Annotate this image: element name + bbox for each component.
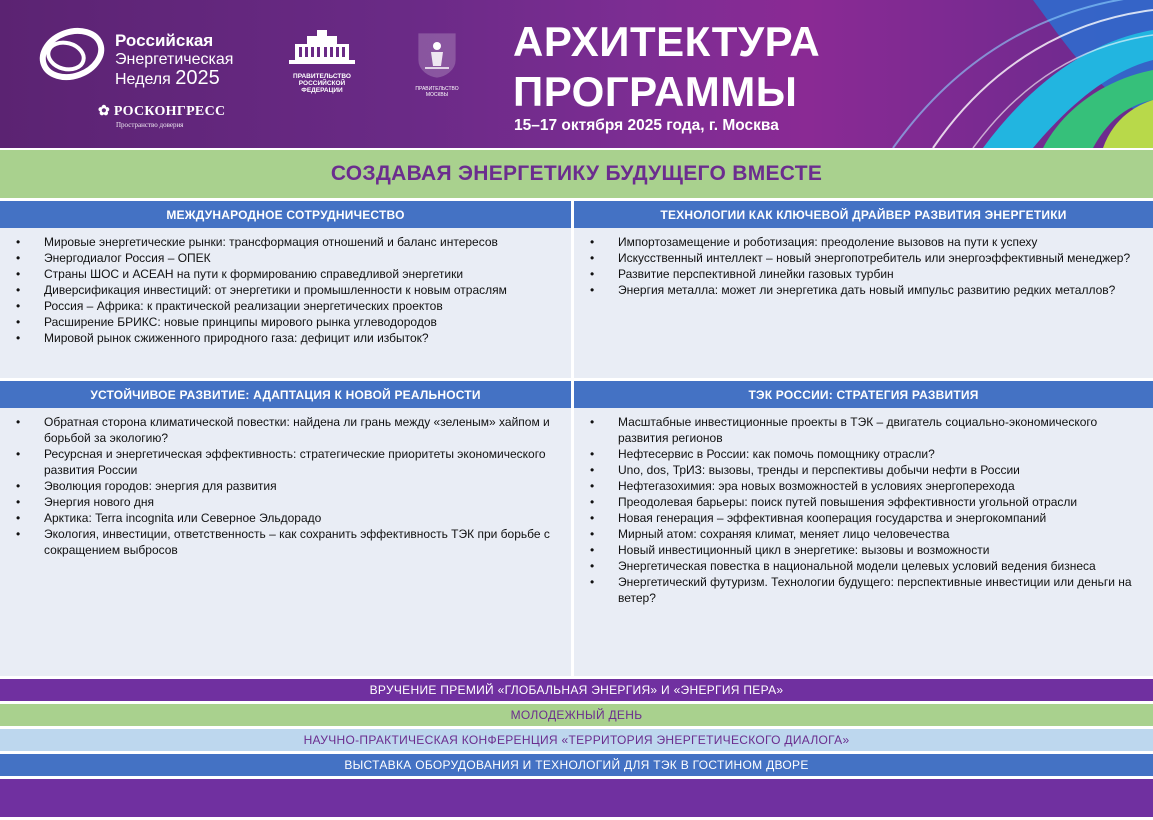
section-title: УСТОЙЧИВОЕ РАЗВИТИЕ: АДАПТАЦИЯ К НОВОЙ РЕАЛЬНОСТИ <box>0 381 571 408</box>
list-item: • Нефтегазохимия: эра новых возможностей в условиях энергоперехода <box>618 478 1143 494</box>
roscongress-tagline: Пространство доверия <box>116 121 184 129</box>
government-logo <box>283 30 361 94</box>
list-item: • Энергия нового дня <box>44 494 561 510</box>
list-item: • Масштабные инвестиционные проекты в ТЭК – двигатель социально-экономического развития регионов <box>618 414 1143 446</box>
list-item: • Нефтесервис в России: как помочь помощнику отрасли? <box>618 446 1143 462</box>
list-item: • Диверсификация инвестиций: от энергетики и промышленности к новым отраслям <box>44 282 561 298</box>
list-item: • Обратная сторона климатической повестки: найдена ли грань между «зеленым» хайпом и борьбой за экологию? <box>44 414 561 446</box>
moscow-coat-of-arms-icon <box>417 32 457 78</box>
event-dates: 15–17 октября 2025 года, г. Москва <box>514 117 779 134</box>
section-title: ТЭК РОССИИ: СТРАТЕГИЯ РАЗВИТИЯ <box>574 381 1153 408</box>
list-item: • Энергодиалог Россия – ОПЕК <box>44 250 561 266</box>
list-item: • Энергетическая повестка в национальной модели целевых условий ведения бизнеса <box>618 558 1143 574</box>
list-item: • Страны ШОС и АСЕАН на пути к формированию справедливой энергетики <box>44 266 561 282</box>
awards-band: ВРУЧЕНИЕ ПРЕМИЙ «ГЛОБАЛЬНАЯ ЭНЕРГИЯ» И «ЭНЕРГИЯ ПЕРА» <box>0 679 1153 701</box>
list-item: • Энергетический футуризм. Технологии будущего: перспективные инвестиции или деньги на ветер? <box>618 574 1143 606</box>
list-item: • Арктика: Terra incognita или Северное Эльдорадо <box>44 510 561 526</box>
list-item: • Развитие перспективной линейки газовых турбин <box>618 266 1143 282</box>
roscongress-name-text: РОСКОНГРЕСС <box>113 104 226 119</box>
list-item: • Расширение БРИКС: новые принципы мирового рынка углеводородов <box>44 314 561 330</box>
event-name-line3 <box>115 69 233 89</box>
list-item: • Импортозамещение и роботизация: преодоление вызовов на пути к успеху <box>618 234 1143 250</box>
list-item: • Преодолевая барьеры: поиск путей повышения эффективности угольной отрасли <box>618 494 1143 510</box>
header-banner <box>0 0 1153 148</box>
section-fuel-energy-complex <box>574 381 1153 676</box>
list-item: • Мирный атом: сохраняя климат, меняет лицо человечества <box>618 526 1143 542</box>
section-title: МЕЖДУНАРОДНОЕ СОТРУДНИЧЕСТВО <box>0 201 571 228</box>
section-sustainability <box>0 381 571 676</box>
flower-icon: ✿ <box>98 104 111 119</box>
event-year: 2025 <box>175 67 220 89</box>
list-item: • Мировой рынок сжиженного природного газа: дефицит или избыток? <box>44 330 561 346</box>
list-item: • Энергия металла: может ли энергетика дать новый импульс развитию редких металлов? <box>618 282 1143 298</box>
list-item: • Мировые энергетические рынки: трансформация отношений и баланс интересов <box>44 234 561 250</box>
conference-band: НАУЧНО-ПРАКТИЧЕСКАЯ КОНФЕРЕНЦИЯ «ТЕРРИТОРИЯ ЭНЕРГЕТИЧЕСКОГО ДИАЛОГА» <box>0 729 1153 751</box>
event-name <box>115 31 233 89</box>
moscow-logo <box>406 32 468 98</box>
section-list <box>0 408 571 558</box>
roscongress-name <box>98 103 225 120</box>
exhibition-band: ВЫСТАВКА ОБОРУДОВАНИЯ И ТЕХНОЛОГИЙ ДЛЯ ТЭК В ГОСТИНОМ ДВОРЕ <box>0 754 1153 776</box>
list-item: • Новый инвестиционный цикл в энергетике: вызовы и возможности <box>618 542 1143 558</box>
moscow-caption: ПРАВИТЕЛЬСТВО МОСКВЫ <box>415 86 459 98</box>
list-item: • Эволюция городов: энергия для развития <box>44 478 561 494</box>
list-item: • Uno, dos, ТрИЗ: вызовы, тренды и перспективы добычи нефти в России <box>618 462 1143 478</box>
page-title-line1: АРХИТЕКТУРА <box>513 18 821 65</box>
list-item: • Ресурсная и энергетическая эффективность: стратегические приоритеты экономического развития России <box>44 446 561 478</box>
event-name-line1: Российская <box>115 31 214 50</box>
government-building-icon <box>287 30 357 66</box>
section-technology <box>574 201 1153 378</box>
section-list <box>0 228 571 346</box>
section-list <box>574 408 1153 606</box>
section-title: ТЕХНОЛОГИИ КАК КЛЮЧЕВОЙ ДРАЙВЕР РАЗВИТИЯ ЭНЕРГЕТИКИ <box>574 201 1153 228</box>
section-international <box>0 201 571 378</box>
section-list <box>574 228 1153 298</box>
list-item: • Искусственный интеллект – новый энергопотребитель или энергоэффективный менеджер? <box>618 250 1143 266</box>
list-item: • Экология, инвестиции, ответственность – как сохранить эффективность ТЭК при борьбе с сокращением выбросов <box>44 526 561 558</box>
government-caption: ПРАВИТЕЛЬСТВО РОССИЙСКОЙ ФЕДЕРАЦИИ <box>293 73 351 94</box>
roscongress-logo <box>98 103 225 129</box>
list-item: • Россия – Африка: к практической реализации энергетических проектов <box>44 298 561 314</box>
footer-bar <box>0 779 1153 817</box>
list-item: • Новая генерация – эффективная кооперация государства и энергокомпаний <box>618 510 1143 526</box>
page-title-line2: ПРОГРАММЫ <box>513 68 798 115</box>
event-name-line2: Энергетическая <box>115 51 234 68</box>
page-title <box>513 17 820 117</box>
event-name-line3-text: Неделя <box>115 71 171 88</box>
rew-logo-icon <box>36 24 108 84</box>
slogan-banner: СОЗДАВАЯ ЭНЕРГЕТИКУ БУДУЩЕГО ВМЕСТЕ <box>0 150 1153 198</box>
youth-day-band: МОЛОДЕЖНЫЙ ДЕНЬ <box>0 704 1153 726</box>
